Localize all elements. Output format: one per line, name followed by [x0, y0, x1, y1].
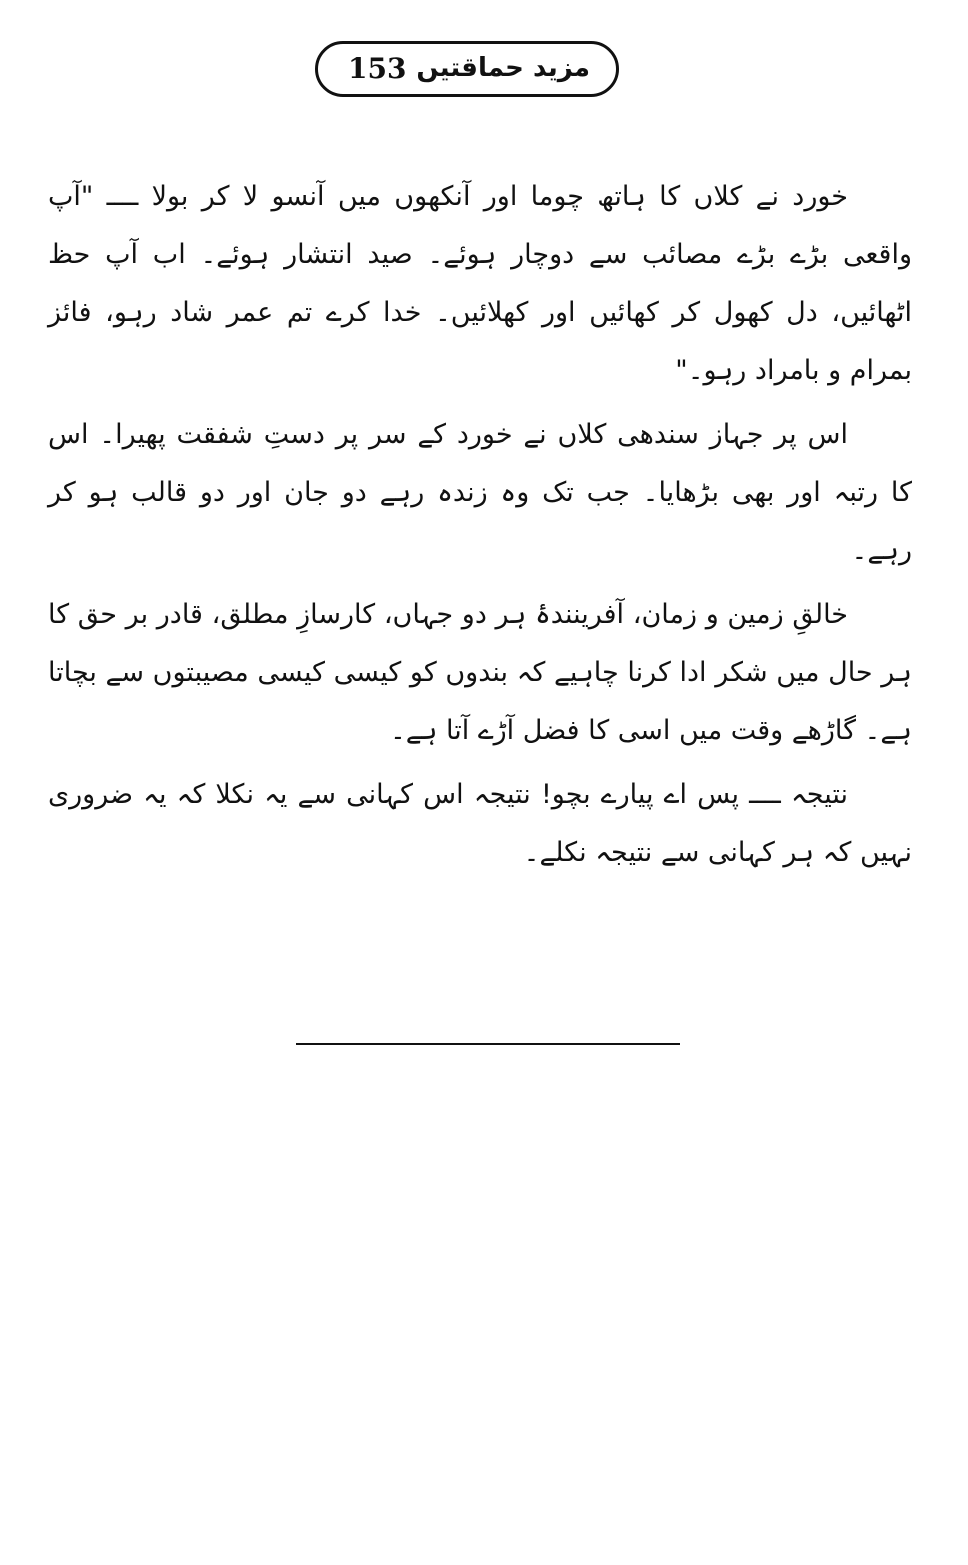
paragraph [48, 168, 912, 400]
page-number: 153 [348, 52, 407, 85]
paragraph-text: اس پر جہاز سندھی کلاں نے خورد کے سر پر دستِ شفقت پھیرا۔ اس کا رتبہ اور بھی بڑھایا۔ جب تک وہ زندہ رہے دو جان اور دو قالب ہو کر رہے۔ [48, 419, 912, 566]
body-text [48, 168, 912, 888]
paragraph-text: نتیجہ ــــ پس اے پیارے بچو! نتیجہ اس کہانی سے یہ نکلا کہ یہ ضروری نہیں کہ ہر کہانی سے نتیجہ نکلے۔ [48, 779, 912, 868]
paragraph-text: خورد نے کلاں کا ہاتھ چوما اور آنکھوں میں آنسو لا کر بولا ــــ "آپ واقعی بڑے بڑے مصائب سے دوچار ہوئے۔ صید انتشار ہوئے۔ اب آپ حظ اٹھائیں، دل کھول کر کھائیں اور کھلائیں۔ خدا کرے تم عمر شاد رہو، فائز بمرام و بامراد رہو۔" [48, 181, 912, 386]
page-header [315, 41, 619, 97]
paragraph-text: خالقِ زمین و زمان، آفرینندۂ ہر دو جہاں، کارسازِ مطلق، قادر بر حق کا ہر حال میں شکر ادا کرنا چاہیے کہ بندوں کو کیسی کیسی مصیبتوں سے بچاتا ہے۔ گاڑھے وقت میں اسی کا فضل آڑے آتا ہے۔ [48, 599, 912, 746]
paragraph [48, 406, 912, 580]
paragraph [48, 766, 912, 882]
paragraph [48, 586, 912, 760]
end-divider [296, 1043, 680, 1045]
running-title: مزید حماقتیں [416, 53, 590, 83]
